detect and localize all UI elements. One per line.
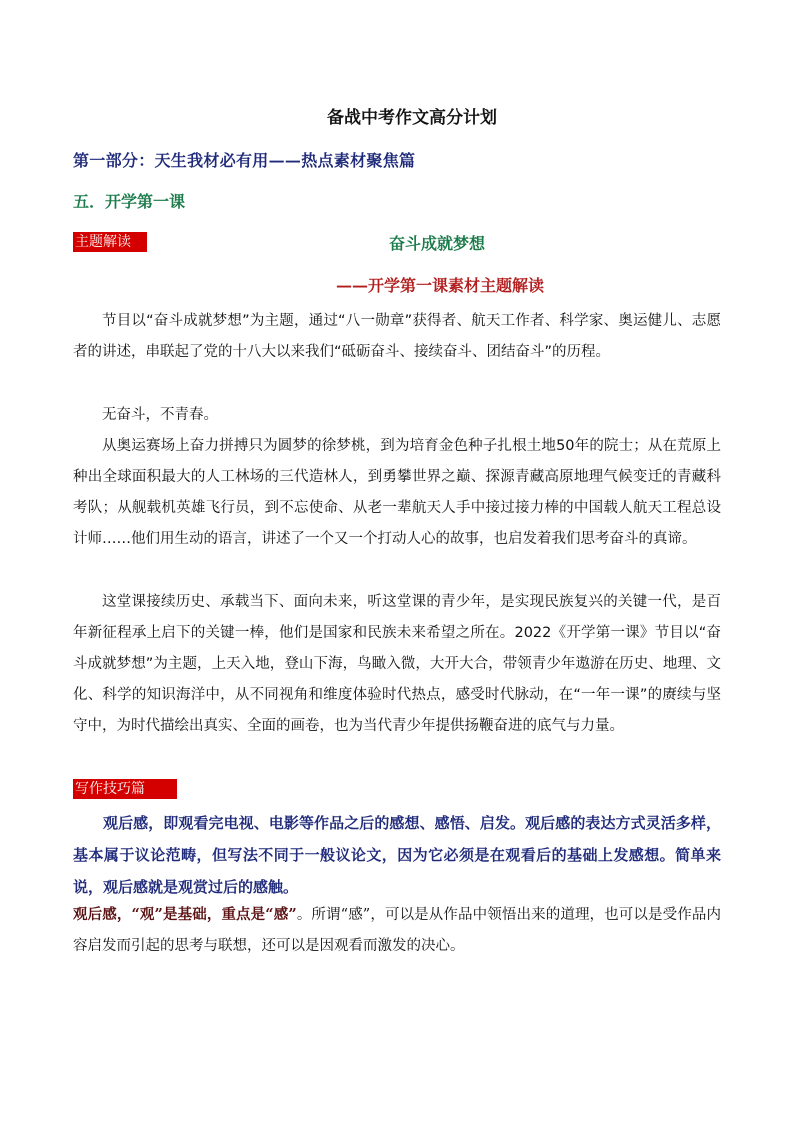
part-title: 第一部分：天生我材必有用——热点素材聚焦篇 [73,151,416,170]
theme-paragraph-4: 这堂课接续历史、承载当下、面向未来，听这堂课的青少年，是实现民族复兴的关键一代，是百年新征程承上启下的关键一棒，他们是国家和民族未来希望之所在。2022《开学第一课》节目以“奋斗成就梦想”为主题，上天入地，登山下海，鸟瞰入微，大开大合，带领青少年遨游在历史、地理、文化、科学的知识海洋中，从不同视角和维度体验时代热点，感受时代脉动，在“一年一课”的赓续与坚守中，为时代描绘出真实、全面的画卷，也为当代青少年提供扬鞭奋进的底气与力量。 [73,594,721,734]
theme-title: 奋斗成就梦想 [388,234,485,253]
theme-paragraph-3: 从奥运赛场上奋力拼搏只为圆梦的徐梦桃，到为培育金色种子扎根土地50年的院士；从在荒原上种出全球面积最大的人工林场的三代造林人，到勇攀世界之巅、探源青藏高原地理气候变迁的青藏科考队；从舰载机英雄飞行员，到不忘使命、从老一辈航天人手中接过接力棒的中国载人航天工程总设计师……他们用生动的语言，讲述了一个又一个打动人心的故事，也启发着我们思考奋斗的真谛。 [73,438,721,547]
writing-tag: 写作技巧篇 [73,779,177,799]
writing-key-point-lead: 观后感，“观”是基础，重点是“感” [73,906,297,923]
document-title: 备战中考作文高分计划 [327,108,497,128]
theme-paragraph-2: 无奋斗，不青春。 [102,407,218,423]
theme-paragraph-1: 节目以“奋斗成就梦想”为主题，通过“八一勋章”获得者、航天工作者、科学家、奥运健儿、志愿者的讲述，串联起了党的十八大以来我们“砥砺奋斗、接续奋斗、团结奋斗”的历程。 [73,313,721,360]
section-title: 五．开学第一课 [73,192,186,211]
theme-subtitle: ——开学第一课素材主题解读 [336,276,545,295]
theme-tag: 主题解读 [73,232,147,252]
writing-key-point [73,899,721,962]
writing-definition: 观后感，即观看完电视、电影等作品之后的感想、感悟、启发。观后感的表达方式灵活多样，基本属于议论范畴，但写法不同于一般议论文，因为它必须是在观看后的基础上发感想。简单来说，观后感就是观赏过后的感触。 [73,814,721,896]
writing-key-point-rest: 。所谓“感”，可以是从作品中领悟出来的道理，也可以是受作品内容启发而引起的思考与联想，还可以是因观看而激发的决心。 [73,907,721,954]
